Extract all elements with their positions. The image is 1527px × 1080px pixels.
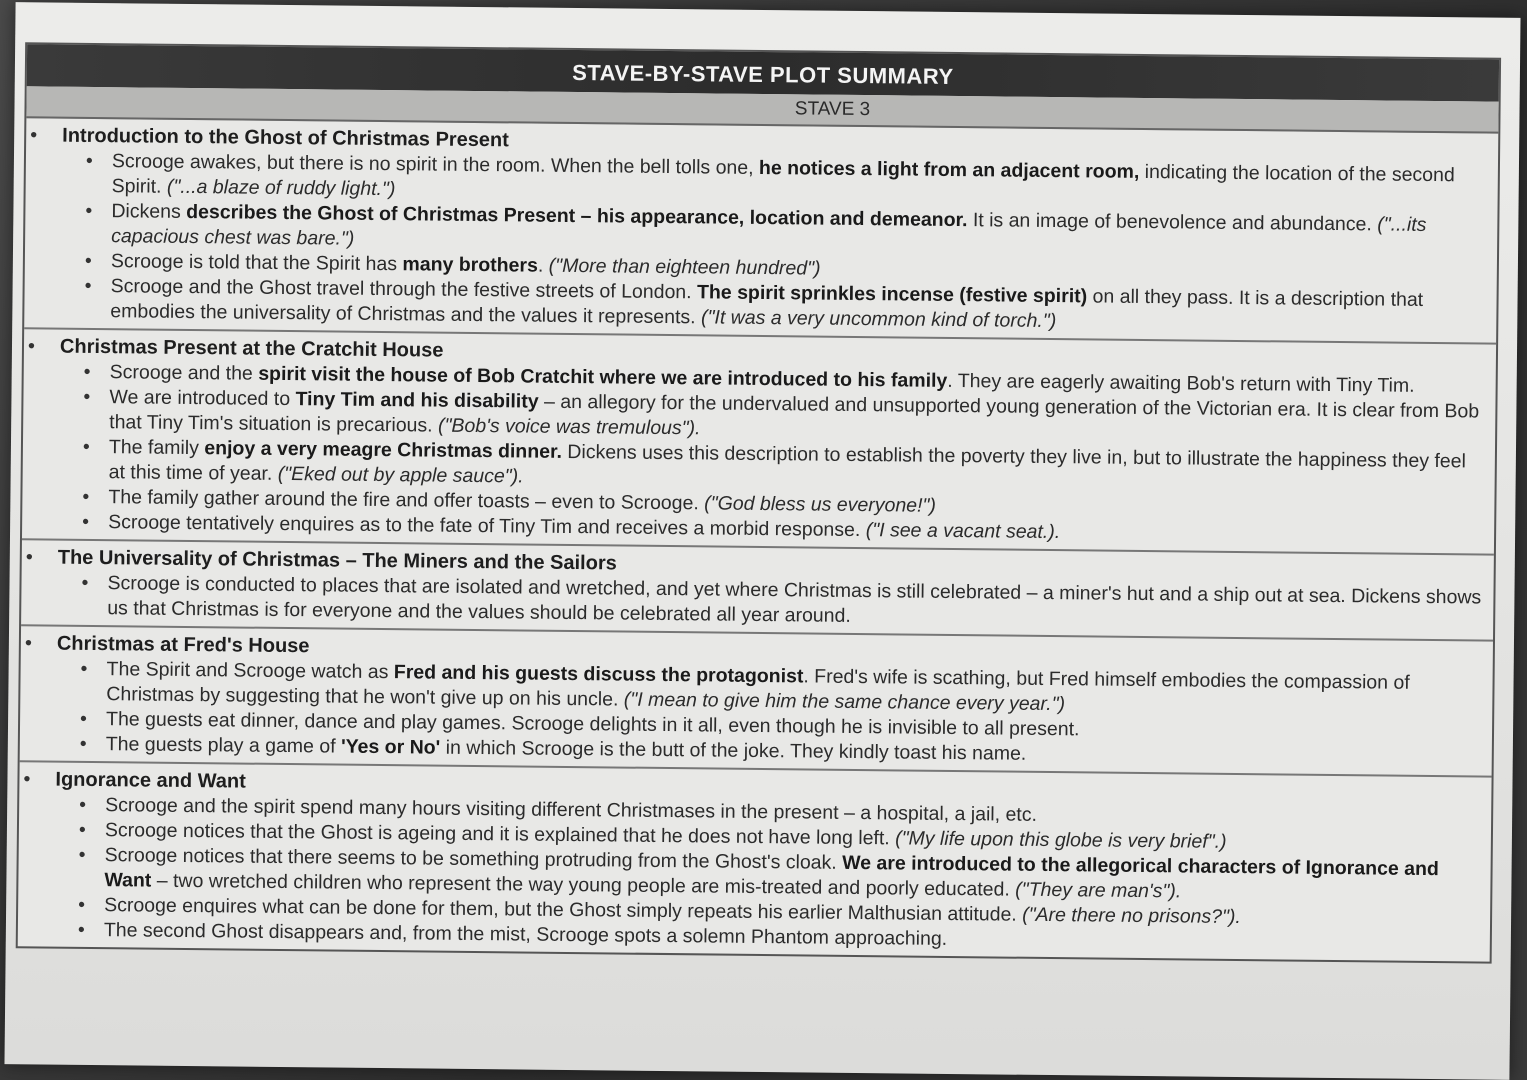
- section-heading: • Christmas at Fred's House: [47, 631, 1483, 672]
- emphasis-text: many brothers: [402, 253, 539, 277]
- title-text: STAVE-BY-STAVE PLOT SUMMARY: [572, 59, 954, 89]
- body-text: on all they pass. It is a description that embodies the universality of Christmas and the values it represents.: [110, 285, 1424, 329]
- quotation-text: ("Eked out by apple sauce").: [277, 462, 524, 488]
- stave-label: STAVE 3: [794, 98, 871, 121]
- body-text: We are introduced to: [109, 386, 296, 411]
- emphasis-text: The spirit sprinkles incense (festive spirit): [696, 281, 1088, 308]
- summary-section: [24, 118, 1498, 344]
- body-text: Dickens uses this description to establish the poverty they live in, but to illustrate the happiness they feel at this time of year.: [108, 440, 1467, 485]
- body-text: Scrooge tentatively enquires as to the fate of Tiny Tim and receives a morbid response.: [108, 511, 866, 542]
- body-text: The guests play a game of: [105, 733, 342, 758]
- bullet-list: [44, 793, 1481, 958]
- body-text: . They are eagerly awaiting Bob's return with Tiny Tim.: [947, 369, 1415, 397]
- body-text: Scrooge is told that the Spirit has: [110, 250, 403, 276]
- body-text: Dickens: [111, 200, 187, 223]
- quotation-text: ("I see a vacant seat.).: [865, 519, 1061, 544]
- body-text: .: [537, 254, 549, 277]
- body-text: The family: [108, 436, 205, 460]
- quotation-text: ("...its capacious chest was bare."): [111, 213, 1427, 250]
- emphasis-text: We are introduced to the allegorical characters of Ignorance and Want: [104, 851, 1439, 892]
- summary-section: [21, 540, 1494, 641]
- quotation-text: ("My life upon this globe is very brief".): [895, 827, 1227, 853]
- quotation-text: ("...a blaze of ruddy light."): [166, 175, 396, 201]
- quotation-text: ("Bob's voice was tremulous").: [437, 414, 701, 440]
- summary-section: [22, 329, 1496, 555]
- paper-sheet: [4, 2, 1520, 1080]
- section-heading: • The Universality of Christmas – The Miners and the Sailors: [48, 545, 1484, 586]
- bullet-list: [48, 360, 1486, 550]
- bullet-list: [50, 149, 1488, 339]
- quotation-text: ("More than eighteen hundred"): [548, 254, 821, 280]
- body-text: – two wretched children who represent the way young people are mis-treated and poorly educated.: [151, 869, 1016, 901]
- section-heading: • Ignorance and Want: [45, 767, 1481, 808]
- body-text: Scrooge is conducted to places that are isolated and wretched, and yet where Christmas is still celebrated – a miner's hut and a ship out at sea. Dickens shows us that Christmas is for everyone and the values should be celebrated all year around.: [107, 572, 1482, 627]
- summary-section: [20, 626, 1493, 777]
- emphasis-text: Fred and his guests discuss the protagonist: [393, 661, 804, 688]
- body-text: The second Ghost disappears and, from the mist, Scrooge spots a solemn Phantom approaching.: [103, 919, 948, 950]
- quotation-text: ("It was a very uncommon kind of torch."): [700, 306, 1057, 333]
- body-text: . Fred's wife is scathing, but Fred himself embodies the compassion of Christmas by suggesting that he won't give up on his uncle.: [106, 665, 1410, 711]
- body-text: – an allegory for the undervalued and unsupported young generation of the Victorian era. It is clear from Bob that Tiny Tim's situation is precarious.: [109, 390, 1480, 437]
- body-text: Scrooge notices that there seems to be something protruding from the Ghost's cloak.: [104, 844, 843, 874]
- quotation-text: ("Are there no prisons?").: [1022, 903, 1242, 929]
- section-heading: • Introduction to the Ghost of Christmas Present: [52, 123, 1488, 164]
- bullet-list: [46, 657, 1483, 772]
- body-text: The guests eat dinner, dance and play games. Scrooge delights in it all, even though he is invisible to all present.: [105, 708, 1080, 741]
- body-text: Scrooge enquires what can be done for them, but the Ghost simply repeats his earlier Malthusian attitude.: [104, 894, 1023, 926]
- sections-container: [18, 118, 1499, 961]
- body-text: Scrooge notices that the Ghost is ageing and it is explained that he does not have long left.: [104, 819, 896, 850]
- quotation-text: ("I mean to give him the same chance every year."): [623, 688, 1066, 716]
- body-text: The Spirit and Scrooge watch as: [106, 658, 394, 684]
- body-text: It is an image of benevolence and abundance.: [967, 209, 1378, 236]
- emphasis-text: enjoy a very meagre Christmas dinner.: [204, 437, 563, 463]
- emphasis-text: he notices a light from an adjacent room,: [758, 156, 1140, 183]
- section-heading: • Christmas Present at the Cratchit House: [50, 334, 1486, 375]
- body-text: The family gather around the fire and offer toasts – even to Scrooge.: [108, 486, 705, 515]
- body-text: Scrooge awakes, but there is no spirit in the room. When the bell tolls one,: [111, 150, 760, 179]
- quotation-text: ("God bless us everyone!"): [704, 492, 937, 517]
- emphasis-text: describes the Ghost of Christmas Present – his appearance, location and demeanor.: [186, 200, 968, 232]
- summary-section: [18, 762, 1492, 961]
- emphasis-text: 'Yes or No': [340, 735, 441, 759]
- body-text: Scrooge and the spirit spend many hours visiting different Christmases in the present – a hospital, a jail, etc.: [105, 794, 1038, 826]
- quotation-text: ("They are man's").: [1015, 878, 1182, 903]
- body-text: in which Scrooge is the butt of the joke. They kindly toast his name.: [440, 736, 1027, 765]
- emphasis-text: Tiny Tim and his disability: [295, 388, 539, 413]
- emphasis-text: spirit visit the house of Bob Cratchit where we are introduced to his family: [258, 362, 948, 392]
- plot-summary-table: [16, 42, 1501, 963]
- body-text: Scrooge and the: [109, 361, 259, 385]
- body-text: indicating the location of the second Spirit.: [111, 160, 1455, 198]
- body-text: Scrooge and the Ghost travel through the festive streets of London.: [110, 275, 698, 304]
